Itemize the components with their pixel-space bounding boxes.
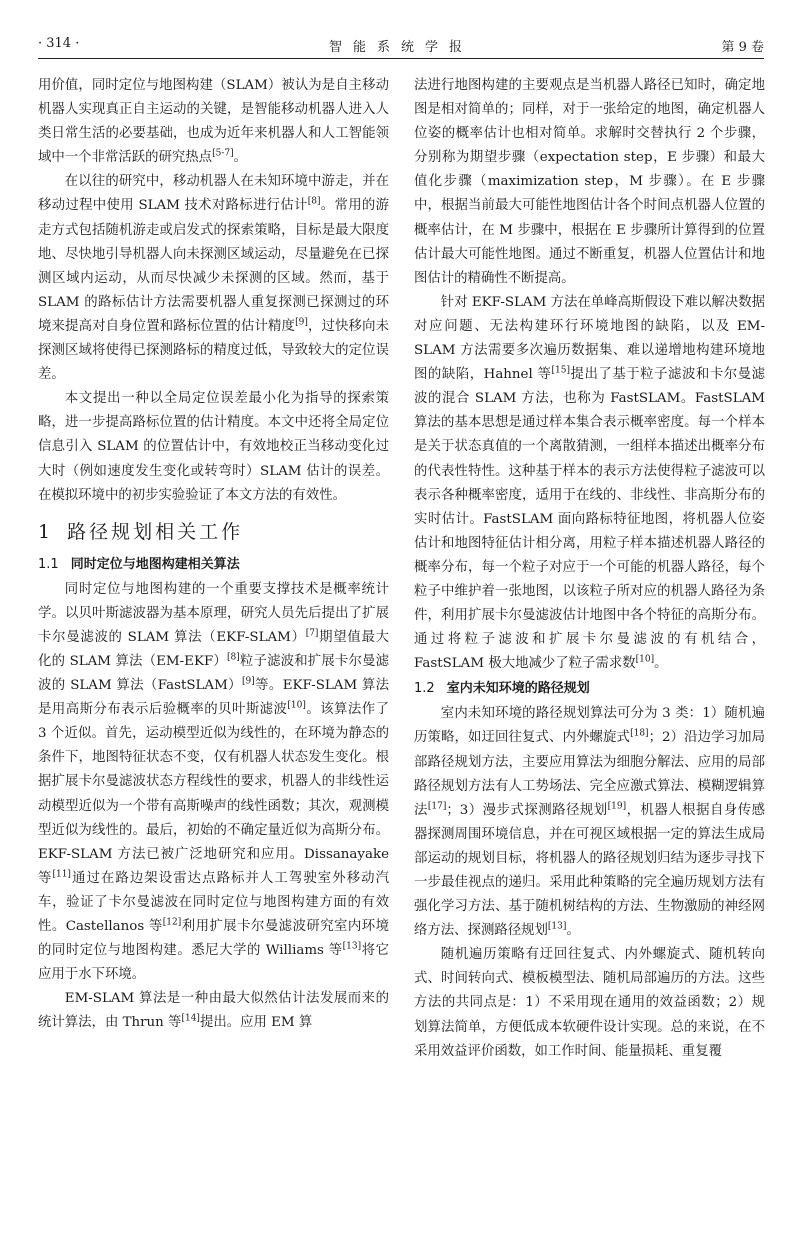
citation: [15] — [551, 365, 570, 376]
volume-label: 第 9 卷 — [721, 40, 764, 55]
citation: [12] — [162, 917, 182, 928]
paragraph: EM-SLAM 算法是一种由最大似然估计法发展而来的统计算法，由 Thrun 等[14]提出。应用 EM 算 — [38, 991, 389, 1031]
page-header — [38, 34, 764, 59]
paragraph: 法进行地图构建的主要观点是当机器人路径已知时，确定地图是相对简单的；同样，对于一张给定的地图，确定机器人位姿的概率估计也相对简单。求解时交替执行 2 个步骤，分别称为期望步骤（expectation step，E 步骤）和最大值化步骤（maximization step，M 步骤）。在 E 步骤中，根据当前最大可能性地图估计各个时间点机器人位置的概率估计，在 M 步骤中，根据在 E 步骤所计算得到的位置估计最大可能性地图。通过不断重复，机器人位置估计和地图估计的精确性不断提高。 — [414, 78, 765, 286]
citation: [10] — [635, 654, 655, 665]
citation: [19] — [607, 801, 627, 812]
citation: [13] — [547, 921, 567, 932]
citation: [10] — [287, 700, 306, 711]
citation: [18] — [630, 728, 649, 739]
citation: [8] — [227, 652, 240, 663]
citation: [13] — [342, 941, 362, 952]
paragraph: 用价值，同时定位与地图构建（SLAM）被认为是自主移动机器人实现真正自主运动的关键，是智能移动机器人进入人类日常生活的必要基础，也成为近年来机器人和人工智能领域中一个非常活跃的研究热点[5-7]。 — [38, 78, 389, 166]
paragraph: 在以往的研究中，移动机器人在未知环境中游走，并在移动过程中使用 SLAM 技术对路标进行估计[8]。常用的游走方式包括随机游走或启发式的探索策略，目标是最大限度地、尽快地引导机器人向未探测区域运动，尽量避免在已探测区域内运动，从而尽快减少未探测的区域。然而，基于 SLAM 的路标估计方法需要机器人重复探测已探测过的环境来提高对自身位置和路标位置的估计精度[9]，过快移向未探测区域将使得已探测路标的精度过低，导致较大的定位误差。 — [38, 174, 390, 383]
page-number: · 314 · — [38, 36, 80, 51]
citation: [9] — [295, 317, 308, 328]
journal-title: 智能系统学报 — [328, 40, 473, 55]
right-column — [414, 74, 765, 1064]
citation: [9] — [241, 676, 255, 687]
citation: [8] — [307, 197, 321, 207]
paragraph: 针对 EKF-SLAM 方法在单峰高斯假设下难以解决数据对应问题、无法构建环行环境地图的缺陷，以及 EM-SLAM 方法需要多次遍历数据集、难以递增地构建环境地图的缺陷，Hahnel 等[15]提出了基于粒子滤波和卡尔曼滤波的混合 SLAM 方法，也称为 FastSLAM。FastSLAM 算法的基本思想是通过样本集合表示概率密度。每一个样本是关于状态真值的一个离散猜测，一组样本描述出概率分布的代表性特性。这种基于样本的表示方法使得粒子滤波可以表示各种概率密度，适用于在线的、非线性、非高斯分布的实时估计。FastSLAM 面向路标特征地图，将机器人位姿估计和地图特征估计相分离，用粒子样本描述机器人路径的概率分布，每一个粒子对应于一个可能的机器人路径，每个粒子中维护着一张地图，以该粒子所对应的机器人路径为条件，利用扩展卡尔曼滤波估计地图中各个特征的高斯分布。通过将粒子滤波和扩展卡尔曼滤波的有机结合，FastSLAM 极大地减少了粒子需求数[10]。 — [414, 294, 766, 672]
paragraph: 同时定位与地图构建的一个重要支撑技术是概率统计学。以贝叶斯滤波器为基本原理，研究人员先后提出了扩展卡尔曼滤波的 SLAM 算法（EKF-SLAM）[7]期望值最大化的 SLAM 算法（EM-EKF）[8]粒子滤波和扩展卡尔曼滤波的 SLAM 算法（FastSLAM）[9]等。EKF-SLAM 算法是用高斯分布表示后验概率的贝叶斯滤波[10]。该算法作了 3 个近似。首先，运动模型近似为线性的，在环境为静态的条件下，地图特征状态不变，仅有机器人状态发生变化。根据扩展卡尔曼滤波状态方程线性的要求，机器人的非线性运动模型近似为一个带有高斯噪声的线性函数；其次，观测模型近似为线性的。最后，初始的不确定量近似为高斯分布。EKF-SLAM 方法已被广泛地研究和应用。Dissanayake 等[11]通过在路边架设雷达点路标并人工驾驶室外移动汽车，验证了卡尔曼滤波在同时定位与地图构建方面的有效性。Castellanos 等[12]利用扩展卡尔曼滤波研究室内环境的同时定位与地图构建。悉尼大学的 Williams 等[13]将它应用于水下环境。 — [38, 581, 390, 983]
citation: [5-7] — [212, 148, 234, 159]
subsection-heading: 1.2 室内未知环境的路径规划 — [414, 681, 590, 697]
left-column — [38, 74, 389, 1035]
paragraph: 室内未知环境的路径规划算法可分为 3 类：1）随机遍历策略，如迂回往复式、内外螺旋式[18]；2）沿边学习加局部路径规划方法，主要应用算法为细胞分解法、应用的局部路径规划方法有人工势场法、完全应激式算法、模糊逻辑算法[17]；3）漫步式探测路径规划[19]，机器人根据自身传感器探测周围环境信息，并在可视区域根据一定的算法生成局部运动的规划目标，将机器人的路径规划归结为逐步寻找下一步最佳视点的递归。采用此种策略的完全遍历规划方法有强化学习方法、基于随机树结构的方法、生物激励的神经网络方法、探测路径规划[13]。 — [414, 706, 766, 939]
paragraph: 随机遍历策略有迂回往复式、内外螺旋式、随机转向式、时间转向式、模板模型法、随机局部遍历的方法。这些方法的共同点是：1）不采用现在通用的效益函数；2）规划算法简单，方便低成本软硬件设计实现。总的来说，在不采用效益评价函数，如工作时间、能量损耗、重复覆 — [414, 947, 765, 1059]
citation: [11] — [52, 869, 71, 880]
citation: [7] — [305, 628, 319, 639]
section-heading: 1 路径规划相关工作 — [38, 520, 244, 543]
citation: [14] — [181, 1013, 200, 1024]
citation: [17] — [427, 801, 447, 812]
paragraph: 本文提出一种以全局定位误差最小化为指导的探索策略，进一步提高路标位置的估计精度。本文中还将全局定位信息引入 SLAM 的位置估计中，有效地校正当移动变化过大时（例如速度发生变化或转弯时）SLAM 估计的误差。在模拟环境中的初步实验验证了本文方法的有效性。 — [38, 391, 389, 503]
subsection-heading: 1.1 同时定位与地图构建相关算法 — [38, 556, 240, 572]
